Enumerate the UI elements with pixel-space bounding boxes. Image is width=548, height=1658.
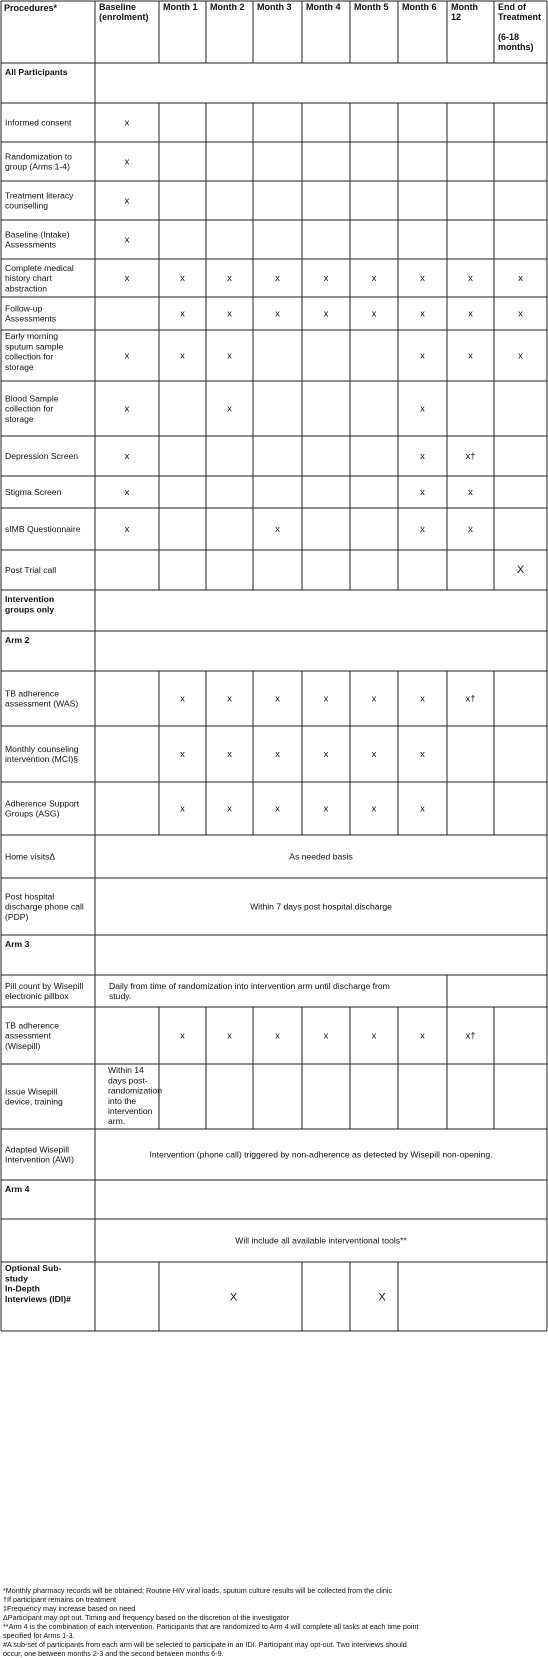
schedule-mark: x	[180, 273, 185, 284]
schedule-mark: x	[518, 308, 523, 320]
idi-mark: X	[378, 1291, 386, 1304]
schedule-mark: x	[227, 749, 232, 760]
row-label	[5, 152, 72, 172]
schedule-mark: x	[468, 487, 473, 498]
schedule-mark: x	[124, 451, 130, 462]
schedule-mark: x	[124, 487, 130, 498]
schedule-mark: x	[323, 273, 329, 284]
span-text-line: As needed basis	[289, 851, 353, 862]
schedule-mark: x	[420, 693, 425, 705]
schedule-mark: x	[371, 308, 377, 320]
schedule-mark: x	[180, 350, 185, 362]
row-label	[5, 331, 63, 372]
schedule-mark: x†	[465, 451, 476, 462]
row-label-line: Adapted Wisepill	[5, 1144, 70, 1155]
footnote: #A sub-set of participants from each arm will be selected to participate in an IDI. Participant may opt-out. Two interviews should	[3, 1640, 407, 1649]
row-label	[5, 1087, 63, 1107]
column-header-line: 12	[451, 12, 462, 22]
column-header-line: Month 4	[306, 2, 341, 12]
schedule-mark: x	[180, 1030, 185, 1042]
row-label	[5, 263, 74, 293]
schedule-mark: x	[180, 308, 185, 320]
schedule-mark: x	[420, 451, 425, 462]
schedule-mark: x	[180, 803, 185, 815]
schedule-mark: x	[420, 273, 425, 284]
column-header-line: End of	[498, 2, 526, 12]
row-label-line: Complete medical	[5, 262, 74, 273]
schedule-mark: x	[468, 273, 473, 284]
column-header-line: Month 2	[210, 2, 245, 12]
row-label-line: Randomization to	[5, 151, 72, 162]
schedule-mark: x	[420, 524, 425, 535]
row-label-line: counselling	[5, 200, 48, 211]
row-label-line: Early morning	[5, 331, 59, 342]
row-label-line: group (Arms 1-4)	[5, 161, 70, 172]
schedule-mark: x	[323, 749, 329, 760]
row-label-line: electronic pillbox	[5, 991, 69, 1002]
schedule-mark: x	[124, 156, 130, 168]
schedule-mark: x	[323, 803, 329, 815]
schedule-mark: x	[227, 693, 232, 705]
row-label-line: Arm 3	[5, 939, 30, 950]
cell-text-line: Within 14	[108, 1065, 144, 1076]
row-label-line: Intervention	[5, 594, 55, 605]
schedule-mark: x	[468, 308, 473, 320]
schedule-mark: x	[518, 273, 523, 284]
span-text-line: Intervention (phone call) triggered by non-adherence as detected by Wisepill non-opening.	[149, 1149, 493, 1160]
row-label	[5, 304, 56, 324]
column-header	[210, 2, 245, 12]
row-label	[5, 799, 80, 819]
footnote: *Monthly pharmacy records will be obtained; Routine HIV viral loads, sputum culture results will be collected from the clinic	[3, 1586, 393, 1595]
row-label-line: Blood Sample	[5, 393, 59, 404]
row-label-line: Treatment literacy	[5, 190, 74, 201]
row-label-line: intervention (MCI)§	[5, 754, 79, 765]
schedule-mark: x	[420, 350, 425, 362]
footnote: occur, one between months 2-3 and the second between months 6-9.	[3, 1649, 224, 1658]
row-label-line: Arm 2	[5, 635, 30, 646]
footnote: ΔParticipant may opt out. Timing and frequency based on the discretion of the investigator	[3, 1613, 290, 1622]
schedule-mark: x	[275, 1030, 280, 1042]
column-header	[99, 2, 149, 22]
row-label	[5, 1184, 30, 1194]
schedule-mark: x	[468, 350, 473, 362]
row-label-line: Assessments	[5, 313, 57, 324]
row-label-line: Informed consent	[5, 117, 72, 128]
schedule-mark: x	[124, 234, 130, 246]
schedule-mark: x	[180, 749, 185, 760]
schedule-mark: x	[323, 308, 329, 320]
row-label-line: abstraction	[5, 283, 48, 294]
row-label-line: sputum sample	[5, 341, 64, 352]
row-label-line: groups only	[5, 604, 55, 615]
row-label-line: Groups (ASG)	[5, 808, 60, 819]
span-text	[289, 852, 353, 862]
row-label-line: Post Trial call	[5, 565, 57, 576]
footnote: specified for Arms 1-3.	[3, 1631, 75, 1640]
schedule-mark: x	[124, 350, 130, 362]
row-label-line: Depression Screen	[5, 451, 79, 462]
row-label-line: history chart	[5, 273, 52, 284]
schedule-mark: x	[468, 524, 473, 535]
span-text	[149, 1150, 492, 1160]
cell-text-line: randomization	[108, 1085, 162, 1096]
column-header	[306, 2, 341, 12]
footnote: ‡Frequency may increase based on need	[3, 1604, 136, 1613]
row-label	[5, 594, 54, 614]
schedule-mark: x	[275, 308, 280, 320]
schedule-mark: x†	[465, 693, 476, 705]
schedule-mark: x	[180, 693, 185, 705]
idi-mark: X	[229, 1291, 238, 1304]
row-label-line: All Participants	[5, 67, 68, 78]
schedule-mark: x	[371, 749, 377, 760]
span-text	[235, 1236, 407, 1246]
schedule-mark: x	[227, 803, 232, 815]
row-label	[5, 1263, 71, 1304]
row-label	[5, 393, 59, 423]
column-header-line: Month 3	[257, 2, 292, 12]
row-label-line: collection for	[5, 351, 54, 362]
schedule-mark: x	[124, 403, 130, 415]
column-header-line: Baseline	[99, 2, 137, 12]
schedule-mark: x	[275, 749, 280, 760]
schedule-mark: x	[227, 1030, 232, 1042]
row-label-line: Assessments	[5, 239, 57, 250]
schedule-mark: x	[275, 273, 280, 284]
span-text	[250, 902, 392, 912]
row-label	[5, 230, 70, 250]
row-label	[5, 891, 84, 921]
column-header-line: months)	[498, 42, 534, 52]
footnotes	[3, 1586, 547, 1658]
row-label	[5, 981, 83, 1001]
schedule-mark: x	[275, 524, 280, 535]
row-label-line: TB adherence	[5, 1020, 59, 1031]
cell-text-line: into the	[108, 1095, 137, 1106]
span-text-line: Will include all available interventional tools**	[235, 1235, 407, 1246]
column-header-line: (enrolment)	[99, 12, 149, 22]
row-label-line: Intervention (AWI)	[5, 1154, 74, 1165]
row-label-line: discharge phone call	[5, 901, 84, 912]
column-header-line: Month	[451, 2, 478, 12]
row-label-line: study	[5, 1273, 28, 1284]
schedule-mark: x	[371, 273, 377, 284]
row-label-line: Pill count by Wisepill	[5, 981, 84, 991]
row-label-line: Issue Wisepill	[5, 1086, 58, 1097]
schedule-mark: x	[371, 1030, 377, 1042]
row-label	[5, 852, 55, 862]
schedule-mark: x	[518, 350, 523, 362]
column-header	[354, 2, 389, 12]
row-label-line: Adherence Support	[5, 798, 80, 809]
row-label-line: Home visitsΔ	[5, 851, 56, 862]
column-header	[257, 2, 292, 12]
row-label	[5, 1145, 74, 1165]
schedule-mark: x	[420, 403, 425, 415]
row-label-line: Monthly counseling	[5, 744, 79, 754]
row-label	[5, 939, 30, 949]
schedule-mark: X	[516, 564, 525, 576]
schedule-mark: x	[227, 273, 232, 284]
row-label-line: TB adherence	[5, 688, 59, 699]
header-procedures: Procedures*	[4, 3, 58, 13]
cell-text-line: arm.	[108, 1116, 126, 1127]
row-label-line: Arm 4	[5, 1184, 30, 1195]
row-label-line: Post hospital	[5, 891, 55, 902]
footnote: **Arm 4 is the combination of each intervention. Participants that are randomized to Arm 4 will complete all tasks at each time point	[3, 1622, 419, 1631]
schedule-mark: x	[371, 693, 377, 705]
column-header-line: Month 5	[354, 2, 389, 12]
row-label-line: assessment (WAS)	[5, 698, 79, 709]
schedule-mark: x	[420, 487, 425, 498]
schedule-mark: x†	[465, 1030, 476, 1042]
row-label-line: Baseline (Intake)	[5, 229, 70, 240]
row-label	[5, 689, 78, 709]
schedule-mark: x	[275, 693, 280, 705]
row-label-line: collection for	[5, 403, 54, 414]
row-label-line: sIMB Questionnaire	[5, 524, 81, 535]
span-text-line: Within 7 days post hospital discharge	[250, 901, 392, 912]
row-label-line: (PDP)	[5, 911, 29, 922]
schedule-mark: x	[124, 195, 130, 207]
column-header	[402, 2, 437, 12]
row-label	[5, 744, 79, 764]
cell-text	[108, 1065, 162, 1126]
schedule-mark: x	[124, 524, 130, 535]
span-text-line: study.	[109, 991, 132, 1002]
schedule-mark: x	[227, 403, 232, 415]
schedule-mark: x	[420, 308, 425, 320]
row-label-line: device, training	[5, 1096, 63, 1107]
column-header	[163, 2, 198, 12]
row-label	[5, 1020, 59, 1050]
row-label-line: Interviews (IDI)#	[5, 1293, 71, 1304]
row-label	[5, 67, 68, 77]
span-text-line: Daily from time of randomization into intervention arm until discharge from	[109, 981, 390, 991]
row-label-line: Optional Sub-	[5, 1263, 62, 1274]
column-header-line: Month 6	[402, 2, 437, 12]
row-label-line: storage	[5, 413, 34, 424]
column-header-line: Treatment	[498, 12, 542, 22]
schedule-mark: x	[371, 803, 377, 815]
schedule-mark: x	[420, 749, 425, 760]
row-label	[5, 451, 78, 461]
schedule-mark: x	[227, 308, 232, 320]
schedule-mark: x	[323, 693, 329, 705]
row-label	[5, 565, 56, 575]
schedule-mark: x	[124, 273, 130, 284]
footnote: †If participant remains on treatment	[3, 1595, 117, 1604]
schedule-mark: x	[420, 1030, 425, 1042]
schedule-mark: x	[124, 117, 130, 129]
schedule-mark: x	[323, 1030, 329, 1042]
column-header-line: (6-18	[498, 32, 520, 42]
cell-text-line: days post-	[108, 1075, 148, 1086]
row-label	[5, 118, 72, 128]
column-header	[498, 2, 541, 52]
row-label	[5, 635, 30, 645]
row-label-line: storage	[5, 361, 34, 372]
row-label	[5, 524, 81, 534]
cell-text-line: intervention	[108, 1106, 153, 1116]
schedule-mark: x	[227, 350, 232, 362]
row-label-line: Stigma Screen	[5, 487, 62, 498]
schedule-mark: x	[275, 803, 280, 815]
span-text	[109, 981, 390, 1001]
schedule-mark: x	[420, 803, 425, 815]
row-label	[5, 487, 62, 497]
row-label-line: assessment	[5, 1030, 51, 1041]
row-label	[5, 191, 74, 211]
row-label-line: In-Depth	[5, 1283, 40, 1294]
column-header-line: Month 1	[163, 2, 198, 12]
row-label-line: Follow-up	[5, 303, 43, 314]
row-label-line: (Wisepill)	[5, 1040, 41, 1051]
column-header	[451, 2, 478, 22]
